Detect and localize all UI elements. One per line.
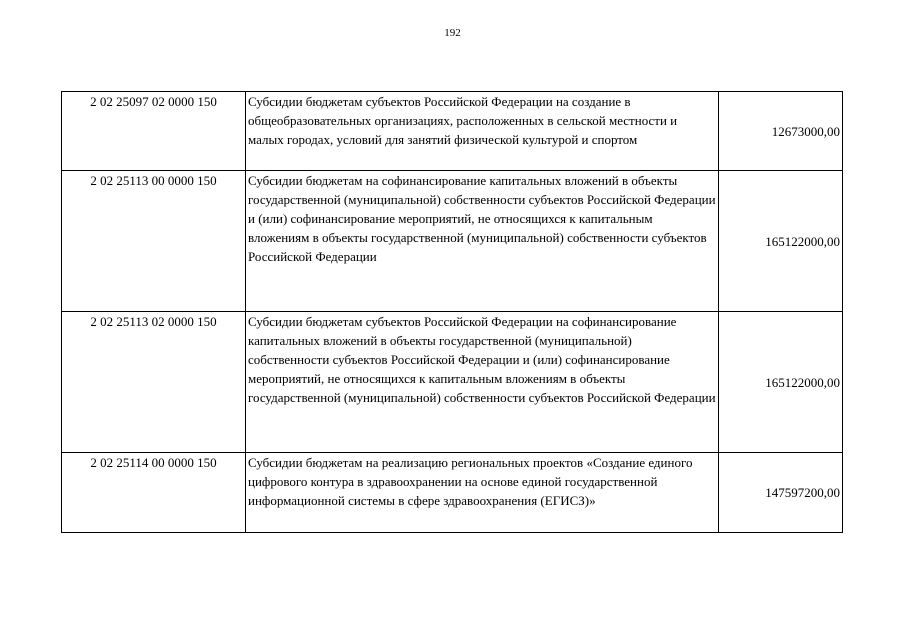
budget-classification-code: 2 02 25113 00 0000 150	[62, 171, 246, 312]
budget-classification-code: 2 02 25113 02 0000 150	[62, 312, 246, 453]
amount-value: 12673000,00	[719, 92, 843, 171]
budget-classification-code: 2 02 25114 00 0000 150	[62, 453, 246, 533]
table-row	[62, 453, 843, 533]
amount-value: 165122000,00	[719, 171, 843, 312]
revenue-description: Субсидии бюджетам на реализацию региональных проектов «Создание единого цифрового контура в здравоохранении на основе единой государственной информационной системы в сфере здравоохранения (ЕГИСЗ)»	[246, 453, 719, 533]
table-row	[62, 92, 843, 171]
table-row	[62, 312, 843, 453]
amount-value: 165122000,00	[719, 312, 843, 453]
revenue-description: Субсидии бюджетам субъектов Российской Федерации на создание в общеобразовательных организациях, расположенных в сельской местности и малых городах, условий для занятий физической культурой и спортом	[246, 92, 719, 171]
budget-revenue-table	[61, 91, 843, 533]
amount-value: 147597200,00	[719, 453, 843, 533]
revenue-description: Субсидии бюджетам субъектов Российской Федерации на софинансирование капитальных вложений в объекты государственной (муниципальной) собственности субъектов Российской Федерации и (или) софинансирование мероприятий, не относящихся к капитальным вложениям в объекты государственной (муниципальной) собственности субъектов Российской Федерации	[246, 312, 719, 453]
table-row	[62, 171, 843, 312]
page-number: 192	[444, 27, 461, 39]
revenue-description: Субсидии бюджетам на софинансирование капитальных вложений в объекты государственной (муниципальной) собственности субъектов Российской Федерации и (или) софинансирование мероприятий, не относящихся к капитальным вложениям в объекты государственной (муниципальной) собственности субъектов Российской Федерации	[246, 171, 719, 312]
budget-classification-code: 2 02 25097 02 0000 150	[62, 92, 246, 171]
